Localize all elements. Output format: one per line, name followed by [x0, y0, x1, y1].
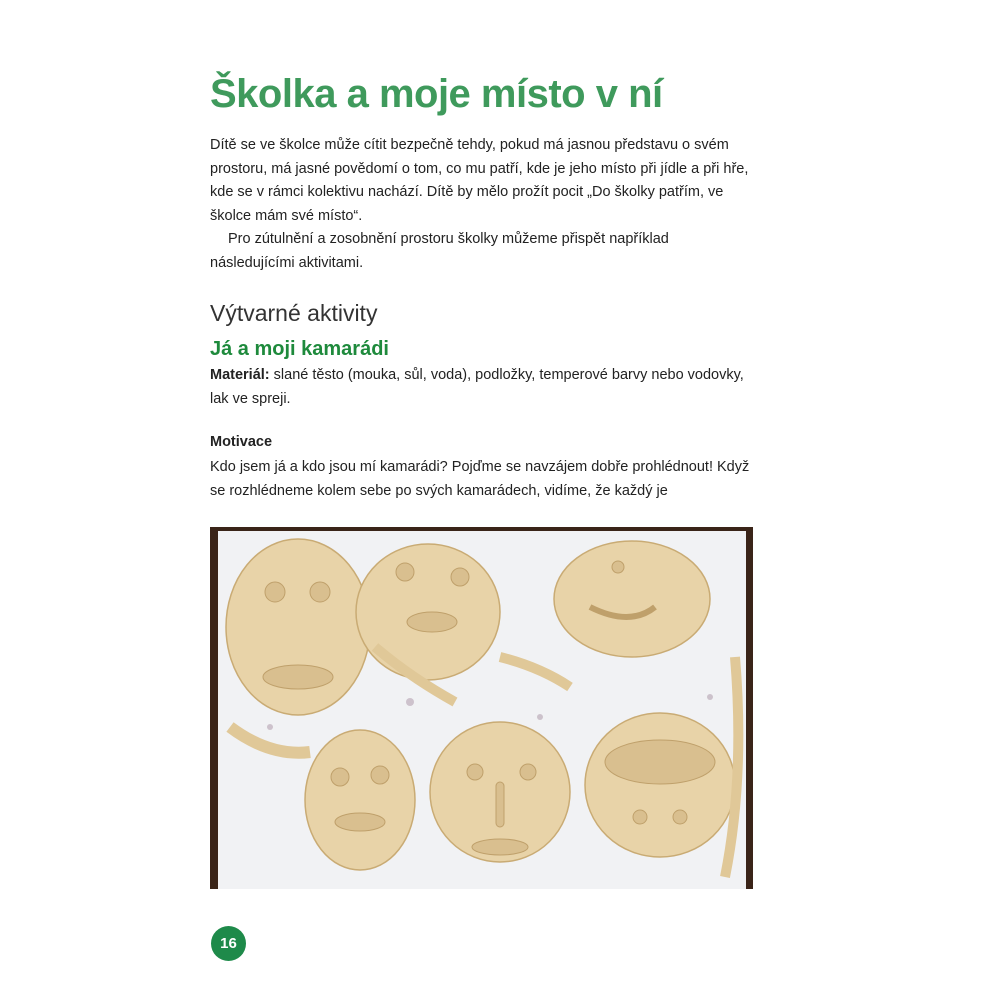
material-text: slané těsto (mouka, sůl, voda), podložky, temperové barvy nebo vodovky, lak ve spreji. — [210, 367, 744, 407]
section-heading: Výtvarné aktivity — [210, 300, 378, 326]
motivation-text: Kdo jsem já a kdo jsou mí kamarádi? Pojďme se navzájem dobře prohlédnout! Když se rozhlédneme kolem sebe po svých kamarádech, vidíme, že každý je — [210, 459, 750, 499]
intro-paragraph: Pro zútulnění a zosobnění prostoru školky můžeme přispět například následujícími aktivitami. — [210, 231, 669, 271]
salt-dough-faces-photo — [210, 527, 753, 889]
page-number-badge: 16 — [211, 926, 246, 961]
intro-text — [210, 134, 755, 275]
page-title: Školka a moje místo v ní — [210, 72, 663, 116]
intro-paragraph: Dítě se ve školce může cítit bezpečně tehdy, pokud má jasnou představu o svém prostoru, má jasné povědomí o tom, co mu patří, kde je jeho místo při jídle a při hře, kde se v rámci kolektivu nachází. Dítě by mělo prožít pocit „Do školky patřím, ve školce mám své místo“. — [210, 137, 749, 224]
motivation-heading: Motivace — [210, 434, 273, 450]
activity-title: Já a moji kamarádi — [210, 338, 389, 360]
material-label: Materiál: — [210, 367, 270, 383]
material-paragraph — [210, 364, 755, 411]
